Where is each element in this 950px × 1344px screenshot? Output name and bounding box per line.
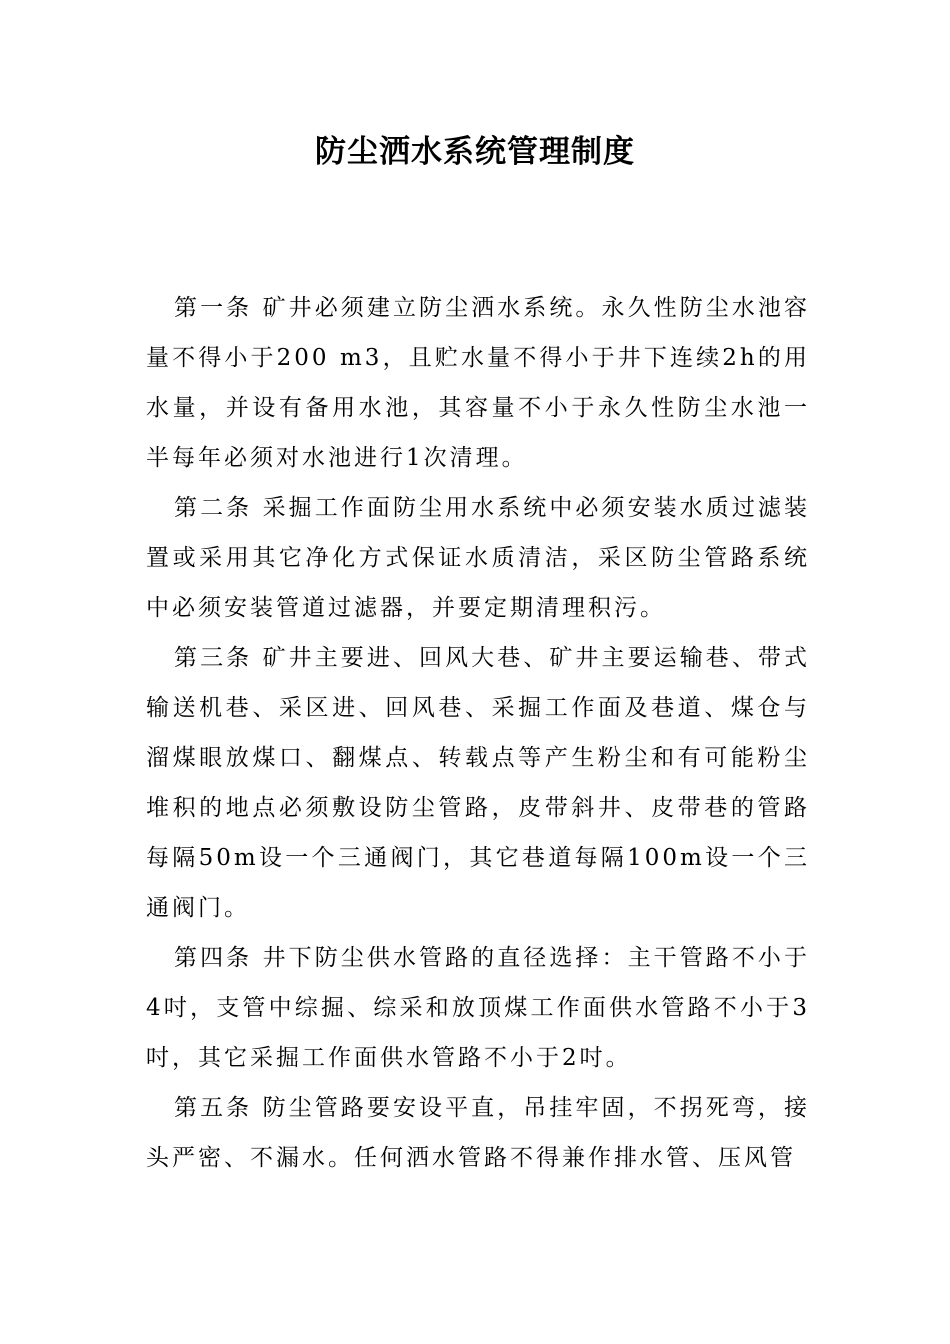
article-5: 第五条 防尘管路要安设平直，吊挂牢固，不拐死弯，接头严密、不漏水。任何洒水管路不得兼作排水管、压风管 bbox=[146, 1095, 810, 1171]
article-1: 第一条 矿井必须建立防尘洒水系统。永久性防尘水池容量不得小于200 m3，且贮水量不得小于井下连续2h的用水量，并设有备用水池，其容量不小于永久性防尘水池一半每年必须对水池进行1次清理。 bbox=[146, 295, 810, 471]
document-title: 防尘洒水系统管理制度 bbox=[315, 134, 635, 170]
article-4: 第四条 井下防尘供水管路的直径选择：主干管路不小于4吋，支管中综掘、综采和放顶煤工作面供水管路不小于3吋，其它采掘工作面供水管路不小于2吋。 bbox=[146, 945, 810, 1071]
article-3: 第三条 矿井主要进、回风大巷、矿井主要运输巷、带式输送机巷、采区进、回风巷、采掘工作面及巷道、煤仓与溜煤眼放煤口、翻煤点、转载点等产生粉尘和有可能粉尘堆积的地点必须敷设防尘管路，皮带斜井、皮带巷的管路每隔50m设一个三通阀门，其它巷道每隔100m设一个三通阀门。 bbox=[146, 645, 810, 921]
article-2: 第二条 采掘工作面防尘用水系统中必须安装水质过滤装置或采用其它净化方式保证水质清洁，采区防尘管路系统中必须安装管道过滤器，并要定期清理积污。 bbox=[146, 495, 810, 621]
document-body bbox=[146, 283, 810, 1183]
